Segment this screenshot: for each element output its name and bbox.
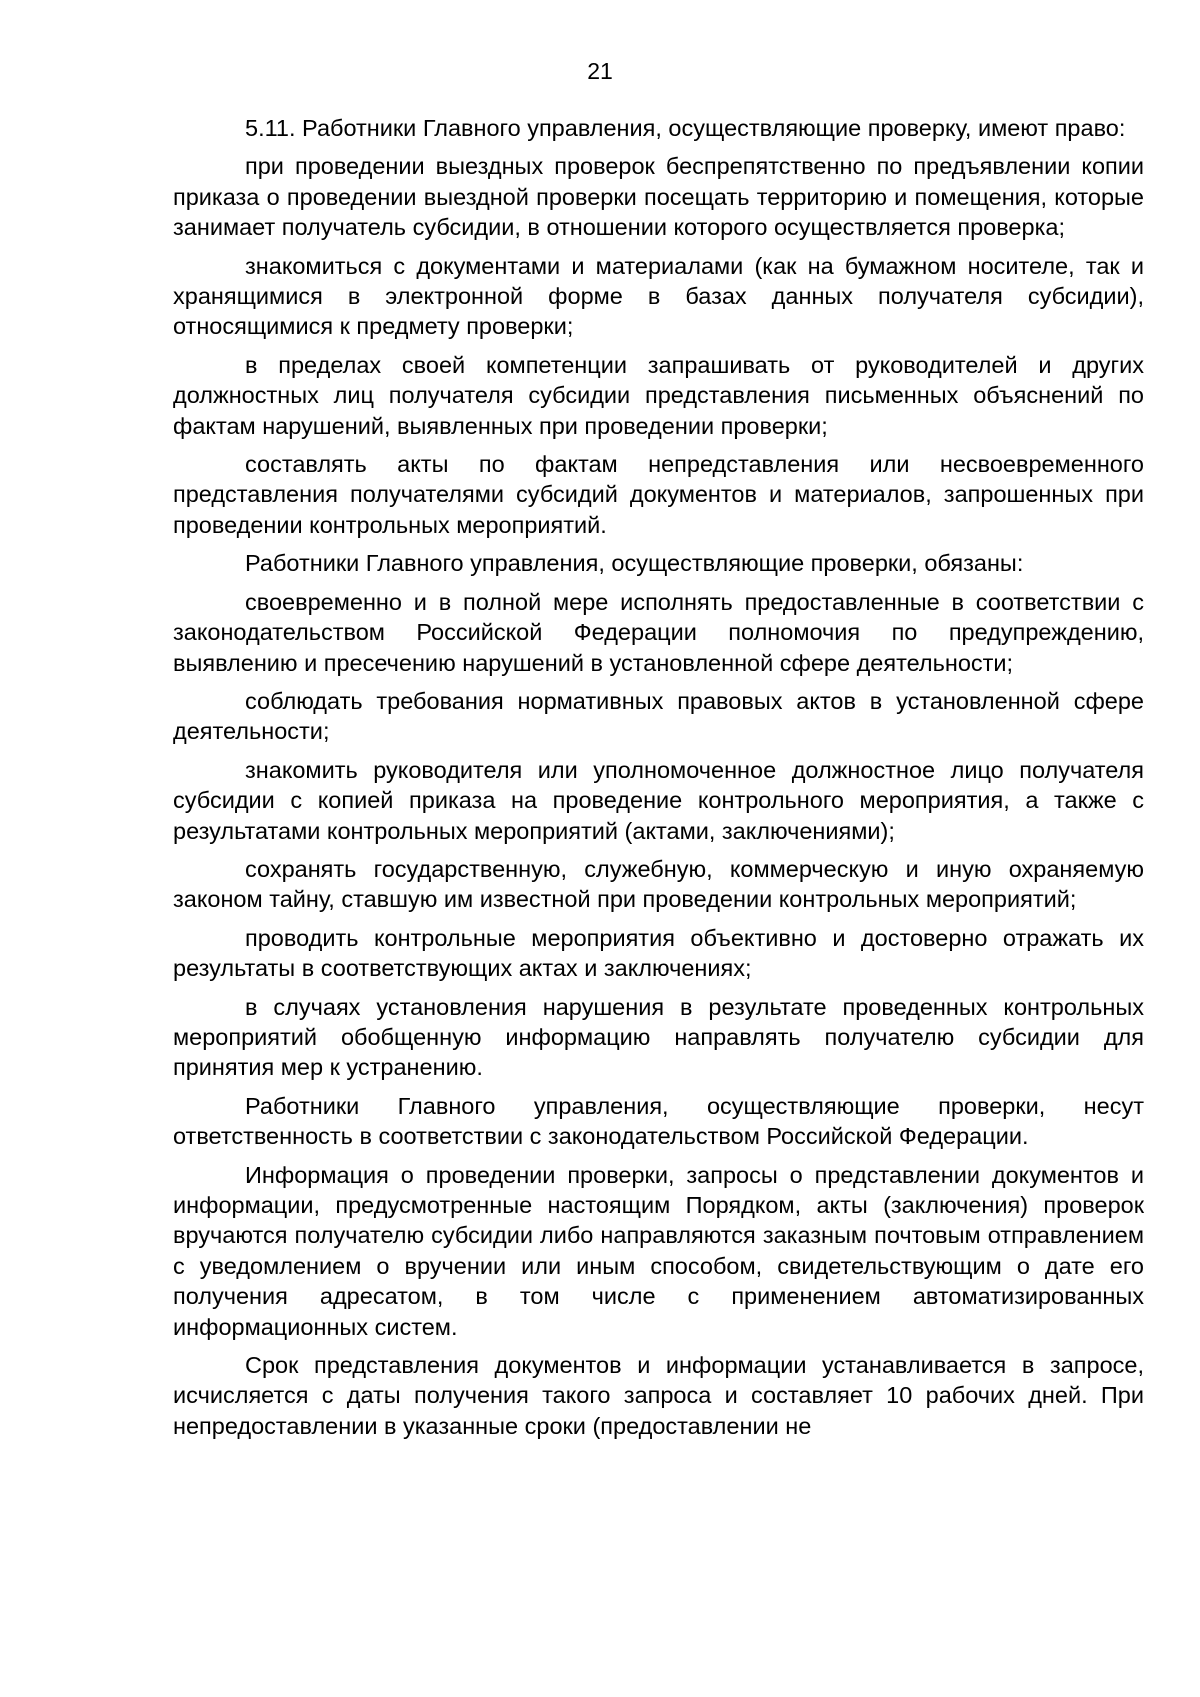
paragraph-duty-acquaint-recipient: знакомить руководителя или уполномоченное должностное лицо получателя субсидии с копией приказа на проведение контрольного мероприятия, а также с результатами контрольных мероприятий (актами, заключениями); <box>173 756 1144 844</box>
paragraph-right-visit-premises: при проведении выездных проверок беспрепятственно по предъявлении копии приказа о проведении выездной проверки посещать территорию и помещения, которые занимает получатель субсидии, в отношении которого осуществляется проверка; <box>173 153 1144 241</box>
paragraph-duty-exercise-powers: своевременно и в полной мере исполнять предоставленные в соответствии с законодательством Российской Федерации полномочия по предупреждению, выявлению и пресечению нарушений в установленной сфере деятельности; <box>173 588 1144 676</box>
paragraph-right-request-explanations: в пределах своей компетенции запрашивать от руководителей и других должностных лиц получателя субсидии представления письменных объяснений по фактам нарушений, выявленных при проведении проверки; <box>173 351 1144 439</box>
paragraph-submission-deadline: Срок представления документов и информации устанавливается в запросе, исчисляется с даты получения такого запроса и составляет 10 рабочих дней. При непредоставлении в указанные сроки (предоставлении не <box>173 1352 1144 1439</box>
paragraph-duty-keep-secrets: сохранять государственную, служебную, коммерческую и иную охраняемую законом тайну, ставшую им известной при проведении контрольных мероприятий; <box>173 855 1144 913</box>
paragraph-right-review-documents: знакомиться с документами и материалами (как на бумажном носителе, так и хранящимися в электронной форме в базах данных получателя субсидии), относящимися к предмету проверки; <box>173 252 1144 340</box>
paragraph-5-11-rights-intro: 5.11. Работники Главного управления, осуществляющие проверку, имеют право: <box>245 115 1126 141</box>
paragraph-duties-intro: Работники Главного управления, осуществляющие проверки, обязаны: <box>245 550 1024 577</box>
paragraph-information-delivery: Информация о проведении проверки, запросы о представлении документов и информации, предусмотренные настоящим Порядком, акты (заключения) проверок вручаются получателю субсидии либо направляются заказным почтовым отправлением с уведомлением о вручении или иным способом, свидетельствующим о дате его получения адресатом, в том числе с применением автоматизированных информационных систем. <box>173 1161 1144 1340</box>
document-body <box>173 113 1144 1449</box>
paragraph-duty-comply-regulations: соблюдать требования нормативных правовых актов в установленной сфере деятельности; <box>173 687 1144 745</box>
paragraph-right-compose-acts: составлять акты по фактам непредставления или несвоевременного представления получателями субсидий документов и материалов, запрошенных при проведении контрольных мероприятий. <box>173 451 1144 538</box>
paragraph-duty-objective-control: проводить контрольные мероприятия объективно и достоверно отражать их результаты в соответствующих актах и заключениях; <box>173 924 1144 982</box>
paragraph-duty-send-information: в случаях установления нарушения в результате проведенных контрольных мероприятий обобщенную информацию направлять получателю субсидии для принятия мер к устранению. <box>173 993 1144 1081</box>
page-number: 21 <box>587 58 613 84</box>
paragraph-responsibility: Работники Главного управления, осуществляющие проверки, несут ответственность в соответствии с законодательством Российской Федерации. <box>173 1092 1144 1150</box>
